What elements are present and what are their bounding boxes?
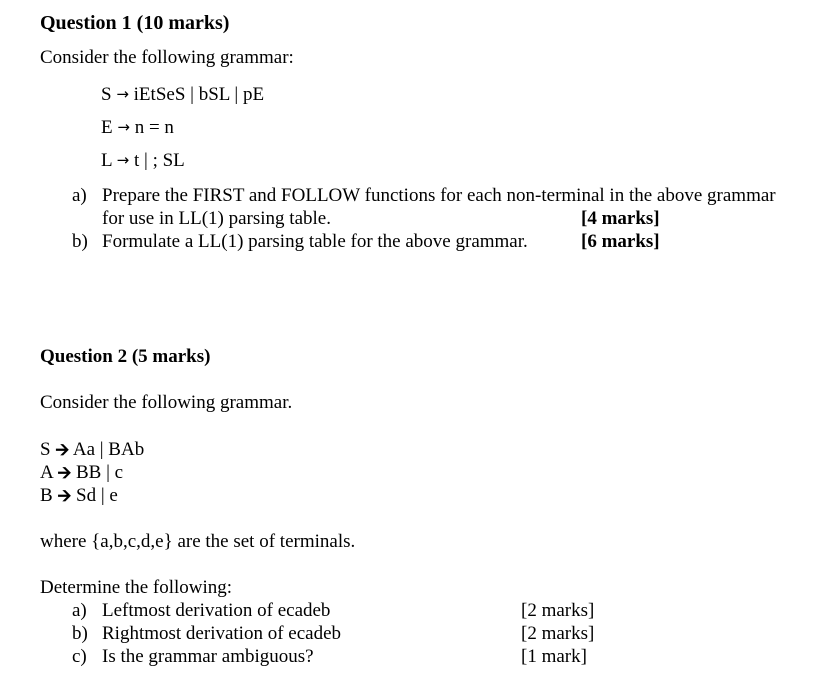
q1-part-b-text: Formulate a LL(1) parsing table for the above grammar. [102,231,528,252]
q2-part-b-marks: [2 marks] [521,623,595,644]
q2-terminals-note: where {a,b,c,d,e} are the set of terminals. [40,531,356,552]
q2-part-b-text: Rightmost derivation of ecadeb [102,623,342,644]
rule-rhs: n = n [134,117,174,138]
rule-rhs: iEtSeS | bSL | pE [133,84,265,105]
q1-rule-s [101,85,264,104]
q2-part-a-text: Leftmost derivation of ecadeb [102,600,331,621]
rule-lhs: L [101,150,112,171]
q2-title: Question 2 (5 marks) [40,346,211,367]
rule-lhs: E [101,117,113,138]
q2-intro: Consider the following grammar. [40,392,293,413]
right-arrow-icon: → [116,85,129,103]
rule-rhs: Sd | e [76,485,118,506]
thick-arrow-icon: 🡪 [55,440,70,460]
rule-rhs: BB | c [76,462,124,483]
rule-lhs: A [40,462,53,483]
right-arrow-icon: → [117,118,130,136]
q1-part-a-text: Prepare the FIRST and FOLLOW functions for each non-terminal in the above grammar [102,185,776,206]
q2-part-c-marks: [1 mark] [521,646,587,667]
q1-rule-e [101,118,174,137]
q1-part-b-marks: [6 marks] [581,231,660,252]
q1-part-a-text-cont: for use in LL(1) parsing table. [102,208,331,229]
q2-rule-b [40,486,118,505]
q2-part-a-letter: a) [72,600,87,621]
thick-arrow-icon: 🡪 [57,463,72,483]
q2-determine: Determine the following: [40,577,233,598]
rule-lhs: S [101,84,112,105]
q1-part-a-letter: a) [72,185,87,206]
q1-title: Question 1 (10 marks) [40,12,230,34]
q2-part-b-letter: b) [72,623,88,644]
q2-part-c-text: Is the grammar ambiguous? [102,646,314,667]
thick-arrow-icon: 🡪 [57,486,72,506]
q2-rule-s [40,440,144,459]
q1-part-a-marks: [4 marks] [581,208,660,229]
q2-part-a-marks: [2 marks] [521,600,595,621]
rule-lhs: B [40,485,53,506]
q1-rule-l [101,151,185,170]
q1-part-b-letter: b) [72,231,88,252]
q2-part-c-letter: c) [72,646,87,667]
rule-lhs: S [40,439,51,460]
rule-rhs: Aa | BAb [72,439,145,460]
rule-rhs: t | ; SL [133,150,185,171]
right-arrow-icon: → [116,151,130,169]
q1-intro: Consider the following grammar: [40,47,294,68]
q2-rule-a [40,463,123,482]
